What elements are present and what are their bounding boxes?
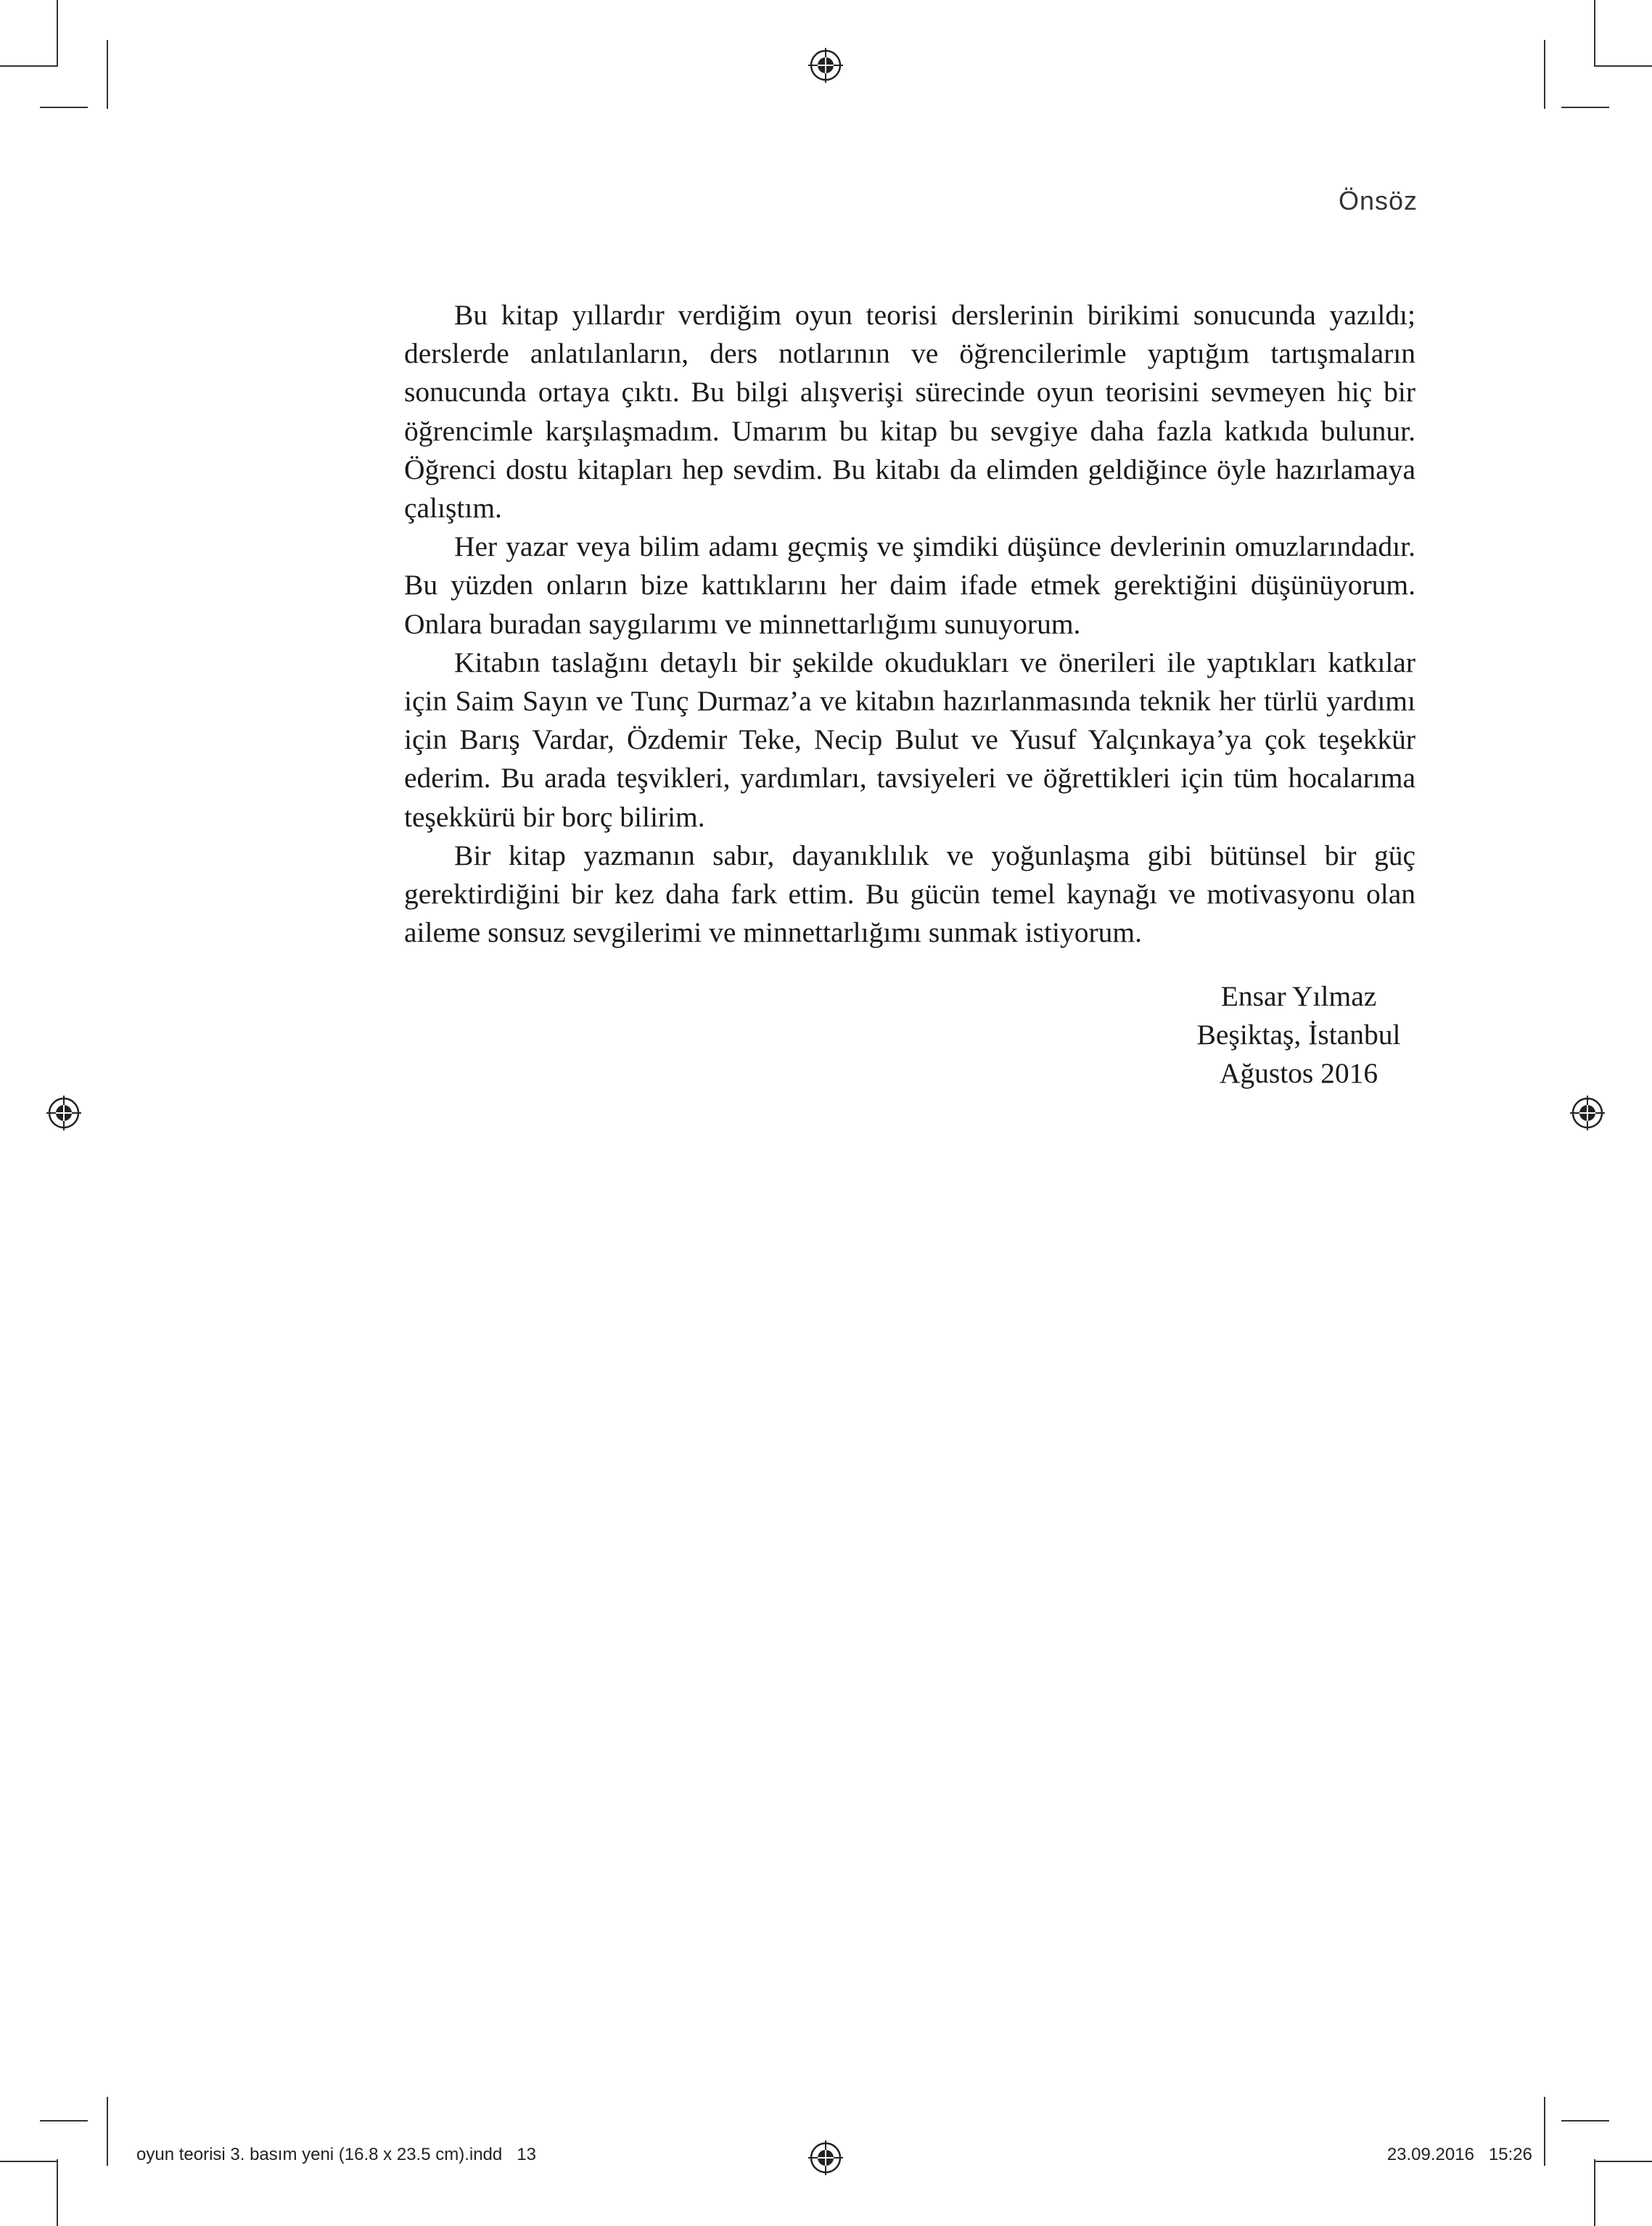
slug-timestamp: 23.09.2016 15:26 [1386, 2145, 1532, 2164]
crop-mark [1544, 40, 1545, 109]
registration-mark-icon [1570, 1096, 1605, 1130]
crop-mark [40, 2120, 88, 2122]
crop-mark [1595, 65, 1652, 67]
crop-mark [0, 65, 57, 67]
crop-mark [1561, 2120, 1609, 2122]
registration-mark-icon [808, 2140, 843, 2175]
author-name: Ensar Yılmaz [1220, 980, 1377, 1012]
crop-mark [1544, 2097, 1545, 2166]
crop-mark [107, 40, 108, 109]
running-head: Önsöz [1338, 186, 1418, 215]
crop-mark [1594, 0, 1595, 67]
crop-mark [1594, 2159, 1595, 2226]
registration-mark-icon [46, 1096, 81, 1130]
crop-mark [107, 2097, 108, 2166]
paragraph: Bu kitap yıllardır verdiğim oyun teorisi derslerinin birikimi sonucunda yazıldı; derslerde anlatılanların, ders notlarının ve öğrencilerimle yaptığım tartışmaların sonucunda ortaya çıktı. Bu bilgi alışverişi sürecinde oyun teorisini sevmeyen hiç bir öğrencimle karşılaşmadım. Umarım bu kitap bu sevgiye daha fazla katkıda bulunur. Öğrenci dostu kitapları hep sevdim. Bu kitabı da elimden geldiğince öyle hazırlamaya çalıştım. [404, 299, 1415, 525]
crop-mark [57, 2159, 58, 2226]
paragraph: Kitabın taslağını detaylı bir şekilde okudukları ve önerileri ile yaptıkları katkılar için Saim Sayın ve Tunç Durmaz’a ve kitabın hazırlanmasında teknik her türlü yardımı için Barış Vardar, Özdemir Teke, Necip Bulut ve Yusuf Yalçınkaya’ya çok teşekkür ederim. Bu arada teşvikleri, yardımları, tavsiyeleri ve öğrettikleri için tüm hocalarıma teşekkürü bir borç bilirim. [404, 646, 1415, 833]
registration-mark-icon [808, 48, 843, 83]
crop-mark [0, 2161, 57, 2162]
signature-date: Ağustos 2016 [1219, 1057, 1378, 1090]
preface-body [404, 296, 1415, 952]
crop-mark [1595, 2161, 1652, 2162]
signature-place: Beşiktaş, İstanbul [1196, 1019, 1401, 1051]
crop-mark [40, 107, 88, 108]
crop-mark [1561, 107, 1609, 108]
paragraph: Her yazar veya bilim adamı geçmiş ve şimdiki düşünce devlerinin omuzlarındadır. Bu yüzden onların bize kattıklarını her daim ifade etmek gerektiğini düşünüyorum. Onlara buradan saygılarımı ve minnettarlığımı sunuyorum. [404, 530, 1415, 640]
paragraph: Bir kitap yazmanın sabır, dayanıklılık ve yoğunlaşma gibi bütünsel bir güç gerektirdiğini bir kez daha fark ettim. Bu gücün temel kaynağı ve motivasyonu olan aileme sonsuz sevgilerimi ve minnettarlığımı sunmak istiyorum. [404, 839, 1415, 949]
crop-mark [57, 0, 58, 67]
slug-filename: oyun teorisi 3. basım yeni (16.8 x 23.5 cm).indd 13 [136, 2145, 536, 2164]
signature-block [1175, 977, 1422, 1093]
